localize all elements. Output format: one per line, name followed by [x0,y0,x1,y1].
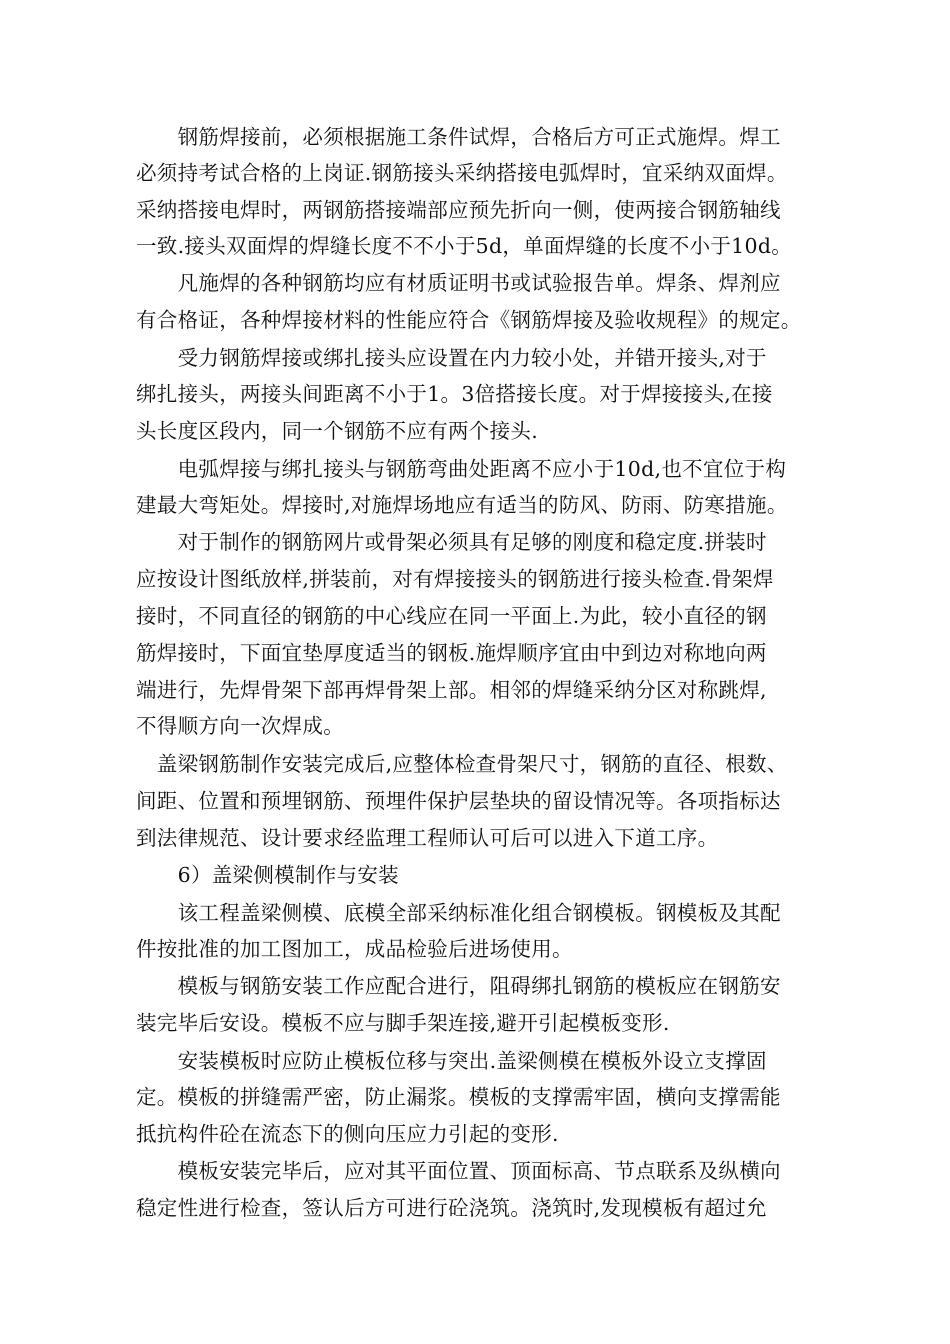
text-line: 头长度区段内，同一个钢筋不应有两个接头. [136,419,539,443]
text-line: 建最大弯矩处。焊接时,对施焊场地应有适当的防风、防雨、防寒措施。 [136,493,788,517]
text-line: 一致.接头双面焊的焊缝长度不不小于5d，单面焊缝的长度不小于10d。 [136,234,793,258]
text-line: 端进行，先焊骨架下部再焊骨架上部。相邻的焊缝采纳分区对称跳焊, [136,678,767,702]
text-line: 稳定性进行检查，签认后方可进行砼浇筑。浇筑时,发现模板有超过允 [136,1196,767,1220]
text-line: 必须持考试合格的上岗证.钢筋接头采纳搭接电弧焊时，宜采纳双面焊。 [136,161,788,185]
text-line: 绑扎接头，两接头间距离不小于1。3倍搭接长度。对于焊接接头,在接 [136,382,773,406]
text-line: 模板安装完毕后，应对其平面位置、顶面标高、节点联系及纵横向 [136,1159,781,1183]
text-line: 采纳搭接电焊时，两钢筋搭接端部应预先折向一侧，使两接合钢筋轴线 [136,198,781,222]
text-line: 不得顺方向一次焊成。 [136,714,344,738]
text-line: 应按设计图纸放样,拼装前，对有焊接接头的钢筋进行接头检查.骨架焊 [136,567,774,591]
text-line: 筋焊接时，下面宜垫厚度适当的钢板.施焊顺序宜由中到边对称地向两 [136,641,767,665]
text-line: 凡施焊的各种钢筋均应有材质证明书或试验报告单。焊条、焊剂应 [136,271,781,295]
text-line: 安装模板时应防止模板位移与突出.盖梁侧模在模板外设立支撑固 [136,1049,767,1073]
text-line: 对于制作的钢筋网片或骨架必须具有足够的刚度和稳定度.拼装时 [136,530,767,554]
text-line: 模板与钢筋安装工作应配合进行，阻碍绑扎钢筋的模板应在钢筋安 [136,974,781,998]
text-line: 抵抗构件砼在流态下的侧向压应力引起的变形. [136,1122,559,1146]
text-line: 电弧焊接与绑扎接头与钢筋弯曲处距离不应小于10d,也不宜位于构 [136,457,787,481]
text-line: 盖梁钢筋制作安装完成后,应整体检查骨架尺寸，钢筋的直径、根数、 [136,752,788,776]
text-line: 该工程盖梁侧模、底模全部采纳标准化组合钢模板。钢模板及其配 [136,901,781,925]
text-line: 间距、位置和预埋钢筋、预埋件保护层垫块的留设情况等。各项指标达 [136,789,781,813]
text-line: 件按批准的加工图加工，成品检验后进场使用。 [136,937,573,961]
text-line: 到法律规范、设计要求经监理工程师认可后可以进入下道工序。 [136,826,719,850]
text-line: 钢筋焊接前，必须根据施工条件试焊，合格后方可正式施焊。焊工 [136,125,781,149]
section-heading: 6）盖梁侧模制作与安装 [136,863,399,887]
text-line: 接时，不同直径的钢筋的中心线应在同一平面上.为此，较小直径的钢 [136,604,767,628]
text-line: 装完毕后安设。模板不应与脚手架连接,避开引起模板变形. [136,1011,670,1035]
text-line: 有合格证，各种焊接材料的性能应符合《钢筋焊接及验收规程》的规定。 [136,308,802,332]
text-line: 定。模板的拼缝需严密，防止漏浆。模板的支撑需牢固，横向支撑需能 [136,1085,781,1109]
text-line: 受力钢筋焊接或绑扎接头应设置在内力较小处，并错开接头,对于 [136,346,767,370]
